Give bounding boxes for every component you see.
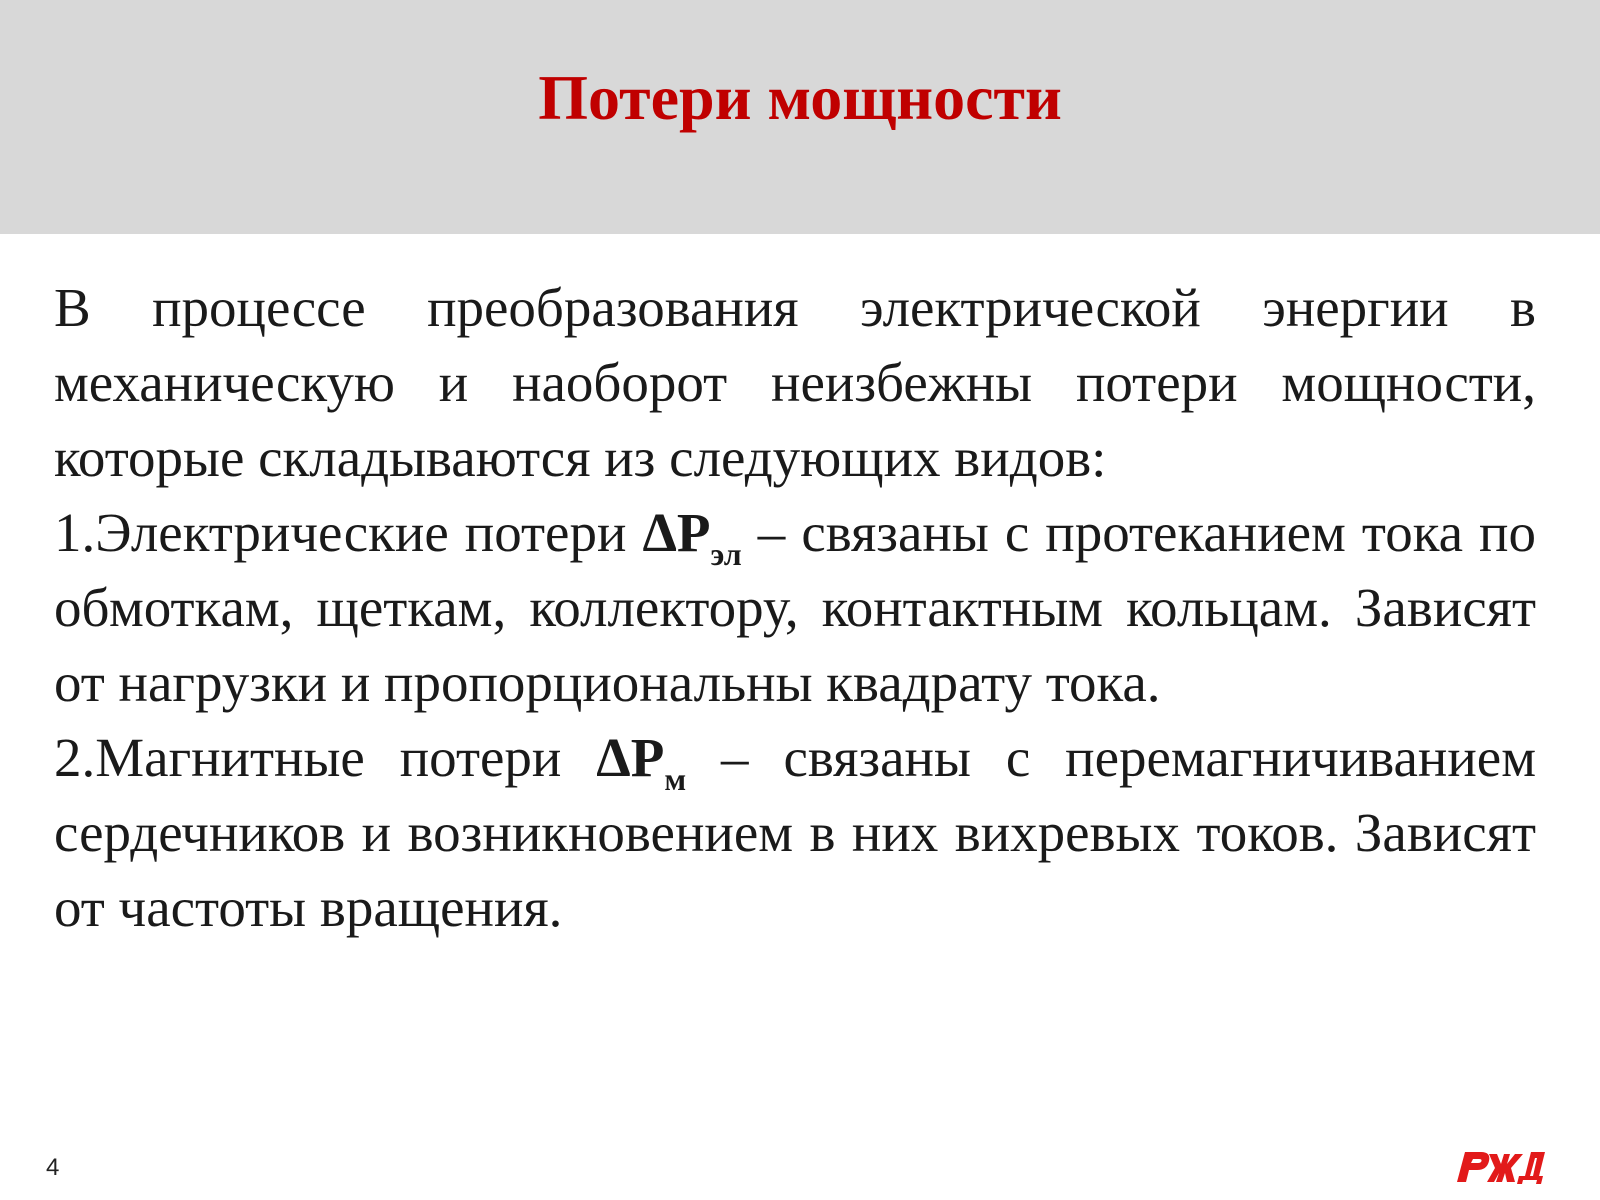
item1-prefix: 1.Электрические потери xyxy=(54,502,643,563)
subscript-el: эл xyxy=(710,536,742,572)
subscript-m: м xyxy=(664,761,687,797)
delta-p-symbol: ΔP xyxy=(642,502,711,563)
rzd-logo xyxy=(1453,1146,1547,1186)
item-magnetic-losses xyxy=(54,720,1536,945)
item2-text: – связаны с перемагничиванием сердечников и возникновением в них вихревых токов. Зависят от частоты вращения. xyxy=(54,727,1536,938)
slide-title: Потери мощности xyxy=(538,62,1062,133)
delta-p-symbol: ΔP xyxy=(596,727,665,788)
item1-text: – связаны с протеканием тока по обмоткам, щеткам, коллектору, контактным кольцам. Зависят от нагрузки и пропорциональны квадрату тока. xyxy=(54,502,1536,713)
title-bar xyxy=(0,0,1600,234)
intro-paragraph: В процессе преобразования электрической энергии в механическую и наоборот неизбежны потери мощности, которые складываются из следующих видов: xyxy=(54,277,1536,488)
item2-prefix: 2.Магнитные потери xyxy=(54,727,597,788)
slide-content xyxy=(54,270,1536,945)
page-number: 4 xyxy=(46,1154,60,1181)
item-electrical-losses xyxy=(54,495,1536,720)
